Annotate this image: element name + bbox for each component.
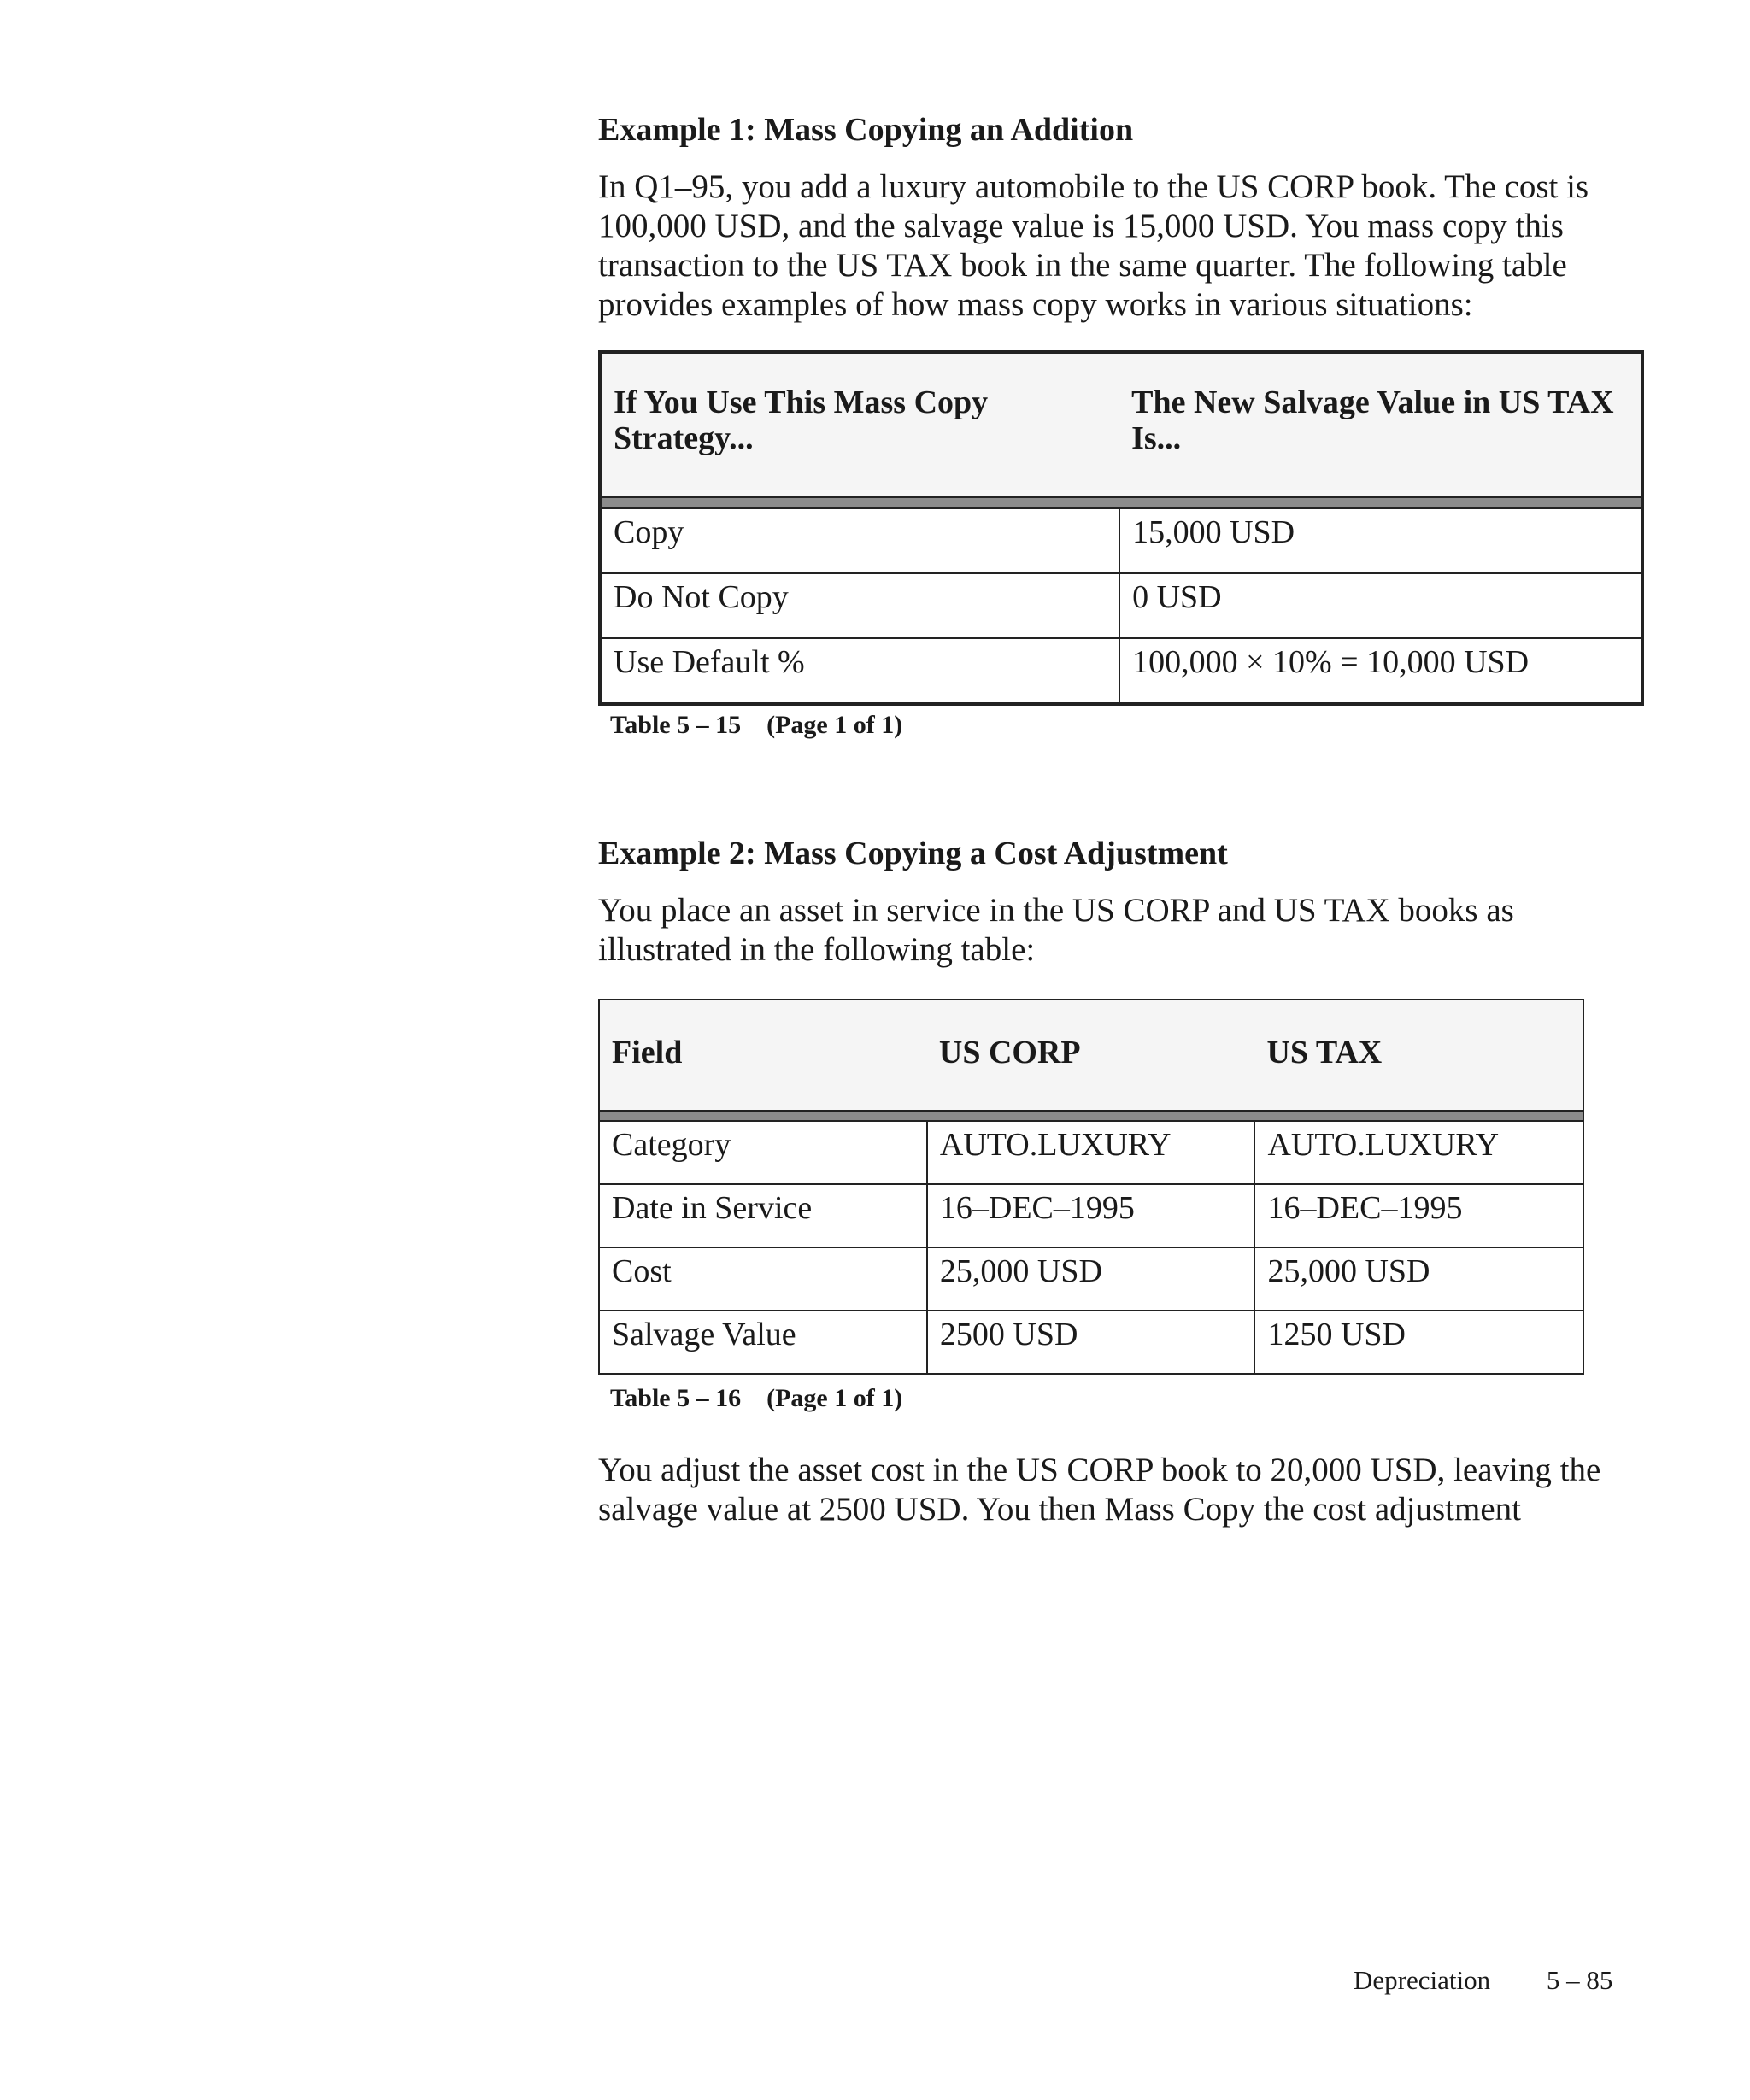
cell-strategy: Do Not Copy [600,573,1119,638]
example1-paragraph: In Q1–95, you add a luxury automobile to the US CORP book. The cost is 100,000 USD, and the salvage value is 15,000 USD. You mass copy this transaction to the US TAX book in the same quarter. The following table provides examples of how mass copy works in various situations: [598,168,1589,323]
table-row [599,1121,1583,1184]
cost-adjustment-paragraph: You adjust the asset cost in the US CORP book to 20,000 USD, leaving the salvage value at 2500 USD. You then Mass Copy the cost adjustment [598,1452,1601,1528]
cell-us-tax: 25,000 USD [1254,1247,1583,1311]
table-5-16 [598,999,1584,1375]
cell-strategy: Use Default % [600,638,1119,704]
table-header-row [600,352,1642,497]
footer-section-name: Depreciation [1354,1965,1491,1995]
header-new-salvage-value: The New Salvage Value in US TAX Is... [1119,352,1642,497]
cell-field: Category [599,1121,927,1184]
cell-field: Date in Service [599,1184,927,1247]
cell-salvage-value: 15,000 USD [1119,508,1642,574]
table-header-row [599,1000,1583,1111]
header-field: Field [599,1000,927,1111]
cell-us-corp: AUTO.LUXURY [927,1121,1255,1184]
example1-heading: Example 1: Mass Copying an Addition [598,112,1134,148]
table-row [599,1247,1583,1311]
table-row [600,508,1642,574]
table-row [599,1311,1583,1374]
example2-heading: Example 2: Mass Copying a Cost Adjustment [598,836,1228,871]
header-us-tax: US TAX [1254,1000,1583,1111]
cell-salvage-value: 100,000 × 10% = 10,000 USD [1119,638,1642,704]
cell-field: Salvage Value [599,1311,927,1374]
table-row [599,1184,1583,1247]
header-separator [600,497,1642,508]
cell-us-corp: 25,000 USD [927,1247,1255,1311]
cell-us-corp: 16–DEC–1995 [927,1184,1255,1247]
header-us-corp: US CORP [927,1000,1255,1111]
cell-strategy: Copy [600,508,1119,574]
table-row [600,638,1642,704]
table-5-15 [598,350,1644,706]
page-footer [1354,1965,1612,1996]
example2-paragraph: You place an asset in service in the US CORP and US TAX books as illustrated in the following table: [598,892,1514,968]
header-separator [599,1111,1583,1121]
cell-us-tax: 16–DEC–1995 [1254,1184,1583,1247]
table-caption: Table 5 – 16 (Page 1 of 1) [610,1384,903,1412]
cell-us-corp: 2500 USD [927,1311,1255,1374]
table-caption: Table 5 – 15 (Page 1 of 1) [610,711,903,739]
table-row [600,573,1642,638]
cell-salvage-value: 0 USD [1119,573,1642,638]
footer-page-number: 5 – 85 [1546,1965,1613,1995]
cell-us-tax: AUTO.LUXURY [1254,1121,1583,1184]
header-strategy: If You Use This Mass Copy Strategy... [600,352,1119,497]
cell-us-tax: 1250 USD [1254,1311,1583,1374]
cell-field: Cost [599,1247,927,1311]
